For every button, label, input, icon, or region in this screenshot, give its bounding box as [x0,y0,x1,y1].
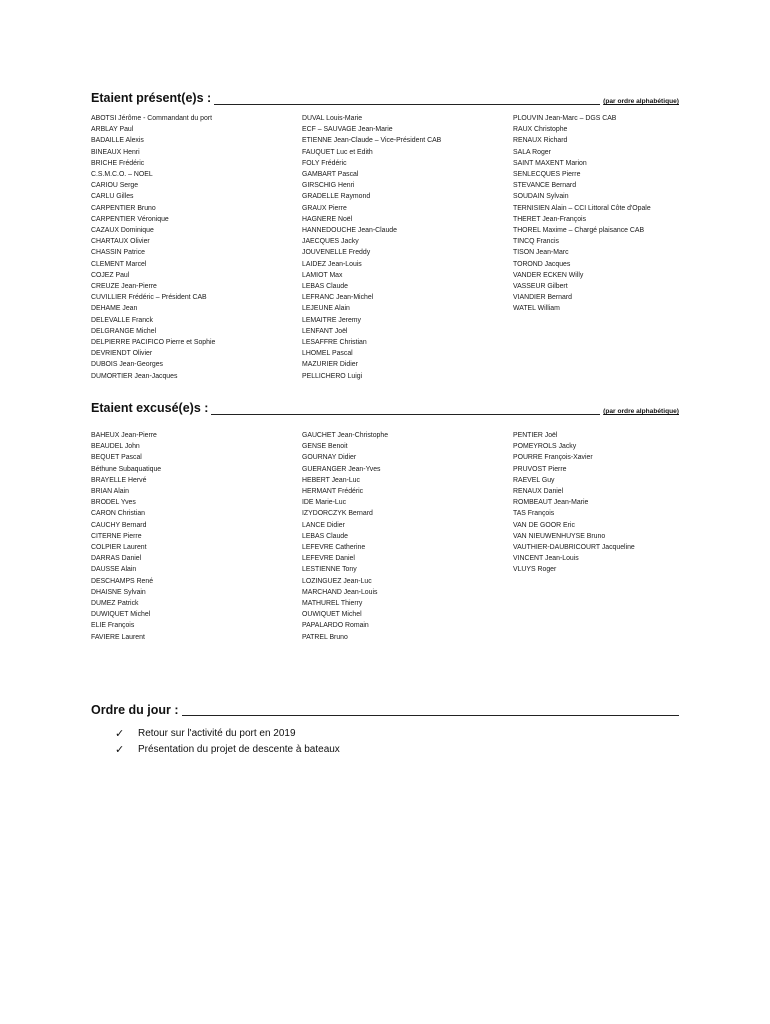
list-item: VAUTHIER-DAUBRICOURT Jacqueline [513,544,635,552]
list-item: STEVANCE Bernard [513,182,577,190]
list-item: GRAUX Pierre [302,204,347,212]
excused-note: (par ordre alphabétique) [600,407,679,416]
list-item: RAEVEL Guy [513,476,555,484]
list-item: LEFEVRE Daniel [302,555,355,563]
list-item: HANNEDOUCHE Jean-Claude [302,227,397,235]
list-item: IDE Marie-Luc [302,499,347,507]
agenda-item-label: Retour sur l'activité du port en 2019 [138,728,296,739]
list-item: SALA Roger [513,148,551,156]
list-item: PLOUVIN Jean-Marc – DGS CAB [513,115,617,122]
list-item: BRICHE Frédéric [91,159,145,167]
list-item: CREUZE Jean-Pierre [91,283,157,291]
list-item: RENAUX Daniel [513,488,564,496]
list-item: JAECQUES Jacky [302,238,359,246]
agenda-list [115,726,340,758]
list-item: PAPALARDO Romain [302,622,369,630]
list-item: PRUVOST Pierre [513,465,567,473]
list-item: DEVRIENDT Olivier [91,350,153,358]
list-item: VIANDIER Bernard [513,294,572,302]
list-item: DUWIQUET Michel [91,611,151,619]
list-item: TAS François [513,510,555,518]
list-item: SAINT MAXENT Marion [513,159,587,167]
excused-col-3 [513,430,635,576]
list-item: LEBAS Claude [302,283,348,291]
list-item: POMEYROLS Jacky [513,443,577,451]
list-item: SOUDAIN Sylvain [513,193,569,201]
list-item: JOUVENELLE Freddy [302,249,371,257]
list-item: LESTIENNE Tony [302,566,357,574]
list-item: POURRE François-Xavier [513,454,593,462]
agenda-item [115,726,340,742]
list-item: GAUCHET Jean-Christophe [302,432,389,439]
list-item: VAN DE GOOR Eric [513,521,575,529]
check-icon: ✓ [115,728,125,740]
list-item: CAUCHY Bernard [91,521,147,529]
list-item: ROMBEAUT Jean-Marie [513,499,589,507]
list-item: HAGNERE Noël [302,215,353,223]
list-item: LEJEUNE Alain [302,305,350,313]
list-item: ETIENNE Jean-Claude – Vice-Président CAB [302,137,442,145]
list-item: ARBLAY Paul [91,126,134,134]
list-item: LESAFFRE Christian [302,339,367,347]
list-item: DUVAL Louis-Marie [302,115,363,122]
present-col-1 [91,113,215,382]
list-item: RAUX Christophe [513,126,568,134]
list-item: FAUQUET Luc et Edith [302,148,373,156]
list-item: CARLU Gilles [91,193,134,201]
list-item: CARIOU Serge [91,182,139,190]
list-item: DUMORTIER Jean-Jacques [91,372,178,380]
list-item: BADAILLE Alexis [91,137,144,145]
list-item: PATREL Bruno [302,633,348,641]
present-header [91,88,679,105]
agenda-item-label: Présentation du projet de descente à bateaux [138,744,340,755]
list-item: DUBOIS Jean-Georges [91,361,163,369]
list-item: DELEVALLE Franck [91,316,153,324]
list-item: FOLY Frédéric [302,159,347,167]
list-item: OUWIQUET Michel [302,611,362,619]
list-item: LEFEVRE Catherine [302,544,366,552]
list-item: LOZINGUEZ Jean-Luc [302,577,372,585]
list-item: BINEAUX Henri [91,148,140,156]
list-item: DEHAME Jean [91,305,138,313]
agenda-title: Ordre du jour : [91,703,182,717]
list-item: GAMBART Pascal [302,171,359,179]
check-icon: ✓ [115,744,125,756]
list-item: DUMEZ Patrick [91,600,139,608]
list-item: IZYDORCZYK Bernard [302,510,373,518]
list-item: HEBERT Jean-Luc [302,476,360,484]
list-item: DARRAS Daniel [91,555,142,563]
list-item: WATEL William [513,305,560,313]
list-item: LAIDEZ Jean-Louis [302,260,362,268]
list-item: Béthune Subaquatique [91,465,162,473]
list-item: BEQUET Pascal [91,454,142,462]
list-item: ECF – SAUVAGE Jean-Marie [302,126,393,134]
present-col-3 [513,113,651,315]
list-item: GUERANGER Jean-Yves [302,465,381,473]
list-item: BAHEUX Jean-Pierre [91,432,157,439]
list-item: MARCHAND Jean-Louis [302,588,378,596]
list-item: GENSE Benoit [302,443,348,451]
agenda-item [115,742,340,758]
list-item: GOURNAY Didier [302,454,357,462]
list-item: ABOTSI Jérôme - Commandant du port [91,115,213,122]
list-item: CARPENTIER Bruno [91,204,156,212]
list-item: CAZAUX Dominique [91,227,154,235]
list-item: MATHUREL Thierry [302,600,363,608]
list-item: BRAYELLE Hervé [91,476,147,484]
list-item: MAZURIER Didier [302,361,358,369]
list-item: GRADELLE Raymond [302,193,371,201]
list-item: LEFRANC Jean-Michel [302,294,374,302]
list-item: CLEMENT Marcel [91,260,147,268]
present-note: (par ordre alphabétique) [600,97,679,106]
list-item: FAVIERE Laurent [91,633,145,641]
list-item: GIRSCHIG Henri [302,182,355,190]
list-item: ELIE François [91,622,135,630]
agenda-header [91,701,679,716]
list-item: COLPIER Laurent [91,544,147,552]
list-item: CARON Christian [91,510,145,518]
list-item: TOROND Jacques [513,260,571,268]
list-item: VINCENT Jean-Louis [513,555,579,563]
present-col-2 [302,113,441,382]
list-item: THERET Jean-François [513,215,587,223]
list-item: BRIAN Alain [91,488,129,496]
present-title: Etaient présent(e)s : [91,91,214,105]
excused-col-2 [302,430,388,643]
list-item: DELGRANGE Michel [91,327,157,335]
list-item: TINCQ Francis [513,238,559,246]
list-item: VASSEUR Gilbert [513,283,568,291]
list-item: RENAUX Richard [513,137,568,145]
list-item: THOREL Maxime – Chargé plaisance CAB [513,227,645,235]
list-item: TERNISIEN Alain – CCI Littoral Côte d'Opale [513,204,651,212]
list-item: BRODEL Yves [91,499,136,507]
list-item: LHOMEL Pascal [302,350,353,358]
list-item: VAN NIEUWENHUYSE Bruno [513,532,606,540]
excused-col-1 [91,430,161,643]
excused-header [91,398,679,415]
list-item: CARPENTIER Véronique [91,215,169,223]
list-item: HERMANT Frédéric [302,488,364,496]
excused-title: Etaient excusé(e)s : [91,401,211,415]
list-item: CITERNE Pierre [91,532,142,540]
list-item: LEBAS Claude [302,532,348,540]
list-item: DELPIERRE PACIFICO Pierre et Sophie [91,339,216,347]
list-item: LENFANT Joël [302,327,348,335]
list-item: DESCHAMPS René [91,577,154,585]
list-item: CUVILLIER Frédéric – Président CAB [91,294,207,302]
list-item: TISON Jean-Marc [513,249,569,257]
list-item: CHARTAUX Olivier [91,238,150,246]
list-item: VANDER ECKEN Willy [513,271,584,279]
list-item: BEAUDEL John [91,443,140,451]
list-item: LAMIOT Max [302,271,343,279]
list-item: CHASSIN Patrice [91,249,145,257]
list-item: DHAISNE Sylvain [91,588,146,596]
list-item: PELLICHERO Luigi [302,372,363,380]
list-item: PENTIER Joël [513,432,558,439]
list-item: C.S.M.C.O. – NOEL [91,171,153,179]
list-item: SENLECQUES Pierre [513,171,581,179]
list-item: LEMAITRE Jeremy [302,316,361,324]
list-item: LANCE Didier [302,521,345,529]
list-item: VLUYS Roger [513,566,557,574]
list-item: DAUSSE Alain [91,566,137,574]
list-item: COJEZ Paul [91,271,130,279]
